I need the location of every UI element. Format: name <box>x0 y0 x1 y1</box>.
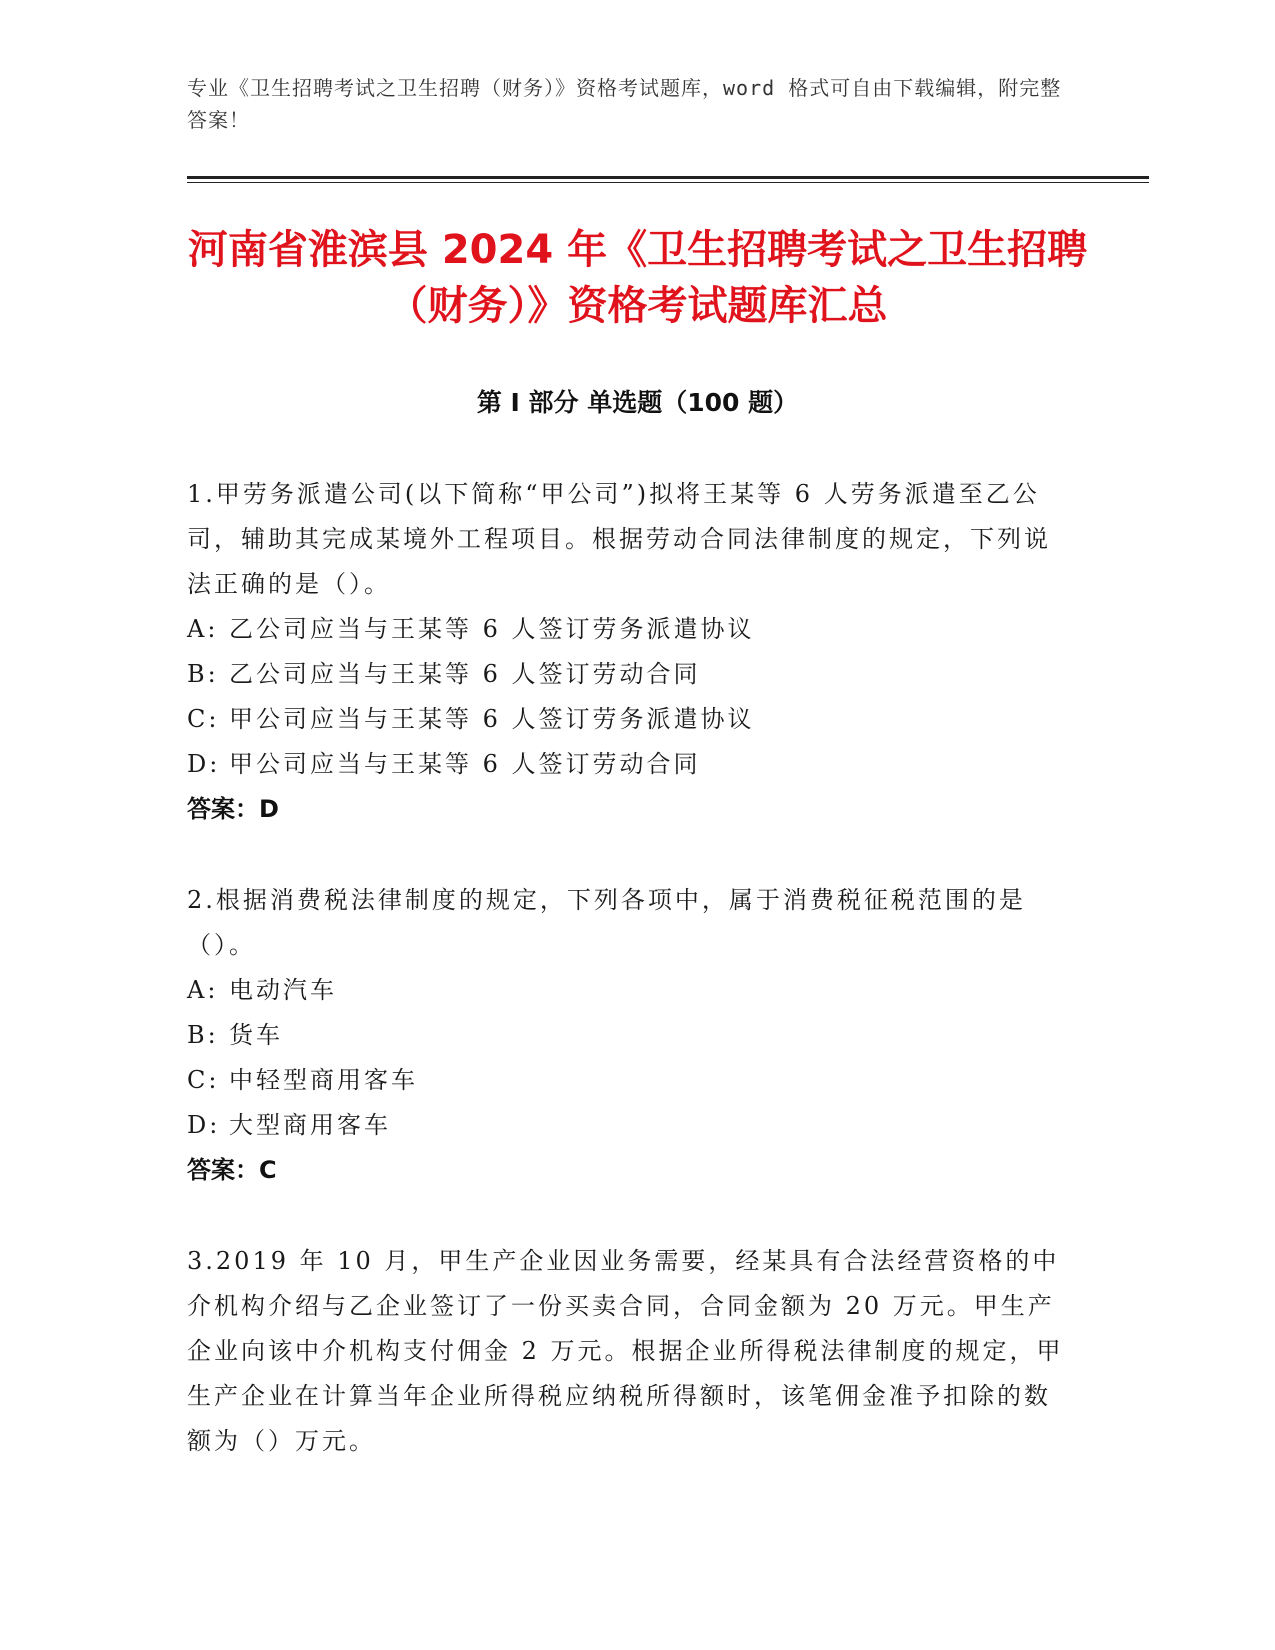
option-letter: A: <box>187 976 219 1004</box>
option-b <box>187 652 1067 697</box>
option-a <box>187 968 1067 1013</box>
question-list <box>187 472 1067 1510</box>
header-note: 专业《卫生招聘考试之卫生招聘（财务）》资格考试题库，word 格式可自由下载编辑，附完整答案！ <box>187 76 1062 132</box>
header-divider-thick <box>187 176 1149 179</box>
option-d <box>187 1103 1067 1148</box>
option-letter: D: <box>187 1111 221 1139</box>
answer-line: 答案：D <box>187 795 279 823</box>
option-b <box>187 1013 1067 1058</box>
option-text: 乙公司应当与王某等 6 人签订劳务派遣协议 <box>229 615 755 643</box>
question-stem: 3.2019 年 10 月，甲生产企业因业务需要，经某具有合法经营资格的中介机构介绍与乙企业签订了一份买卖合同，合同金额为 20 万元。甲生产企业向该中介机构支付佣金 2 万元。根据企业所得税法律制度的规定，甲生产企业在计算当年企业所得税应纳税所得额时，该笔佣金准予扣除的数额为（）万元。 <box>187 1247 1064 1455</box>
option-d <box>187 742 1067 787</box>
section-title: 第 I 部分 单选题（100 题） <box>476 388 799 417</box>
option-text: 乙公司应当与王某等 6 人签订劳动合同 <box>229 660 701 688</box>
option-text: 甲公司应当与王某等 6 人签订劳动合同 <box>229 750 701 778</box>
option-letter: B: <box>187 660 219 688</box>
option-letter: D: <box>187 750 221 778</box>
question-2 <box>187 878 1067 1193</box>
option-text: 电动汽车 <box>229 976 337 1004</box>
option-text: 甲公司应当与王某等 6 人签订劳务派遣协议 <box>229 705 755 733</box>
answer-line: 答案：C <box>187 1156 277 1184</box>
option-letter: A: <box>187 615 219 643</box>
header-divider-thin <box>187 182 1149 183</box>
option-letter: B: <box>187 1021 219 1049</box>
option-letter: C: <box>187 705 220 733</box>
question-stem: 2.根据消费税法律制度的规定，下列各项中，属于消费税征税范围的是（）。 <box>187 886 1026 959</box>
option-text: 大型商用客车 <box>229 1111 391 1139</box>
option-c <box>187 1058 1067 1103</box>
option-text: 货车 <box>229 1021 283 1049</box>
option-a <box>187 607 1067 652</box>
question-3 <box>187 1239 1067 1464</box>
question-1 <box>187 472 1067 832</box>
question-stem: 1.甲劳务派遣公司(以下简称“甲公司”)拟将王某等 6 人劳务派遣至乙公司，辅助其完成某境外工程项目。根据劳动合同法律制度的规定，下列说法正确的是（）。 <box>187 480 1051 598</box>
option-letter: C: <box>187 1066 220 1094</box>
option-c <box>187 697 1067 742</box>
document-title: 河南省淮滨县 2024 年《卫生招聘考试之卫生招聘（财务）》资格考试题库汇总 <box>187 227 1088 329</box>
option-text: 中轻型商用客车 <box>229 1066 418 1094</box>
